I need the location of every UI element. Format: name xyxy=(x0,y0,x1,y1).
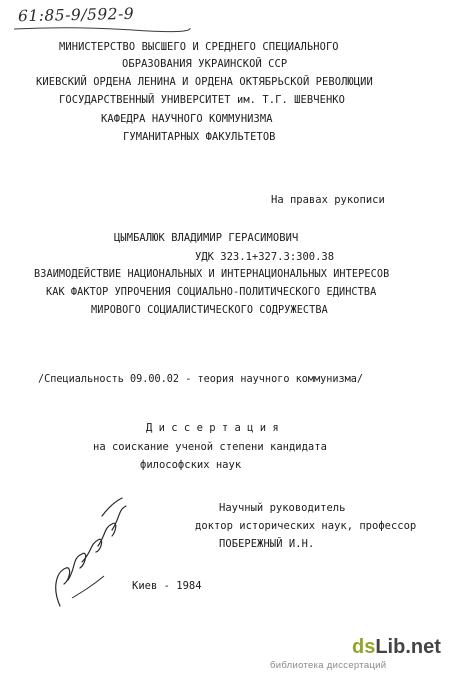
place-and-year: Киев - 1984 xyxy=(132,580,202,592)
dissertation-degree-line-1: на соискание ученой степени кандидата xyxy=(93,441,327,453)
header-line-2: ОБРАЗОВАНИЯ УКРАИНСКОЙ ССР xyxy=(122,58,288,70)
header-line-3: КИЕВСКИЙ ОРДЕНА ЛЕНИНА И ОРДЕНА ОКТЯБРЬСКОЙ РЕВОЛЮЦИИ xyxy=(36,76,373,88)
logo-part-ds: ds xyxy=(352,636,376,658)
manuscript-rights-note: На правах рукописи xyxy=(271,194,385,206)
supervisor-label: Научный руководитель xyxy=(219,502,346,514)
dissertation-degree-line-2: философских наук xyxy=(140,459,242,471)
dslib-tagline: библиотека диссертаций xyxy=(270,660,387,671)
archive-stamp-code: 61:85-9/592-9 xyxy=(17,4,135,26)
handwritten-signature xyxy=(42,488,142,618)
dslib-logo-text xyxy=(352,636,441,659)
title-line-1: ВЗАИМОДЕЙСТВИЕ НАЦИОНАЛЬНЫХ И ИНТЕРНАЦИОНАЛЬНЫХ ИНТЕРЕСОВ xyxy=(34,269,390,280)
supervisor-name: ПОБЕРЕЖНЫЙ И.Н. xyxy=(219,538,315,550)
logo-part-lib: Lib.net xyxy=(375,636,441,658)
title-line-3: МИРОВОГО СОЦИАЛИСТИЧЕСКОГО СОДРУЖЕСТВА xyxy=(91,305,328,316)
stamp-underline xyxy=(12,24,192,34)
header-line-5: КАФЕДРА НАУЧНОГО КОММУНИЗМА xyxy=(101,113,273,125)
dissertation-heading: Д и с с е р т а ц и я xyxy=(146,422,279,434)
specialty-line: /Специальность 09.00.02 - теория научного коммунизма/ xyxy=(38,374,364,385)
udk-code: УДК 323.1+327.3:300.38 xyxy=(195,251,335,263)
title-line-2: КАК ФАКТОР УПРОЧЕНИЯ СОЦИАЛЬНО-ПОЛИТИЧЕСКОГО ЕДИНСТВА xyxy=(46,287,377,298)
author-name: ЦЫМБАЛЮК ВЛАДИМИР ГЕРАСИМОВИЧ xyxy=(114,232,299,244)
header-line-4: ГОСУДАРСТВЕННЫЙ УНИВЕРСИТЕТ им. Т.Г. ШЕВЧЕНКО xyxy=(59,94,346,106)
header-line-1: МИНИСТЕРСТВО ВЫСШЕГО И СРЕДНЕГО СПЕЦИАЛЬНОГО xyxy=(59,41,339,53)
header-line-6: ГУМАНИТАРНЫХ ФАКУЛЬТЕТОВ xyxy=(123,131,276,143)
supervisor-degree: доктор исторических наук, профессор xyxy=(195,520,417,532)
